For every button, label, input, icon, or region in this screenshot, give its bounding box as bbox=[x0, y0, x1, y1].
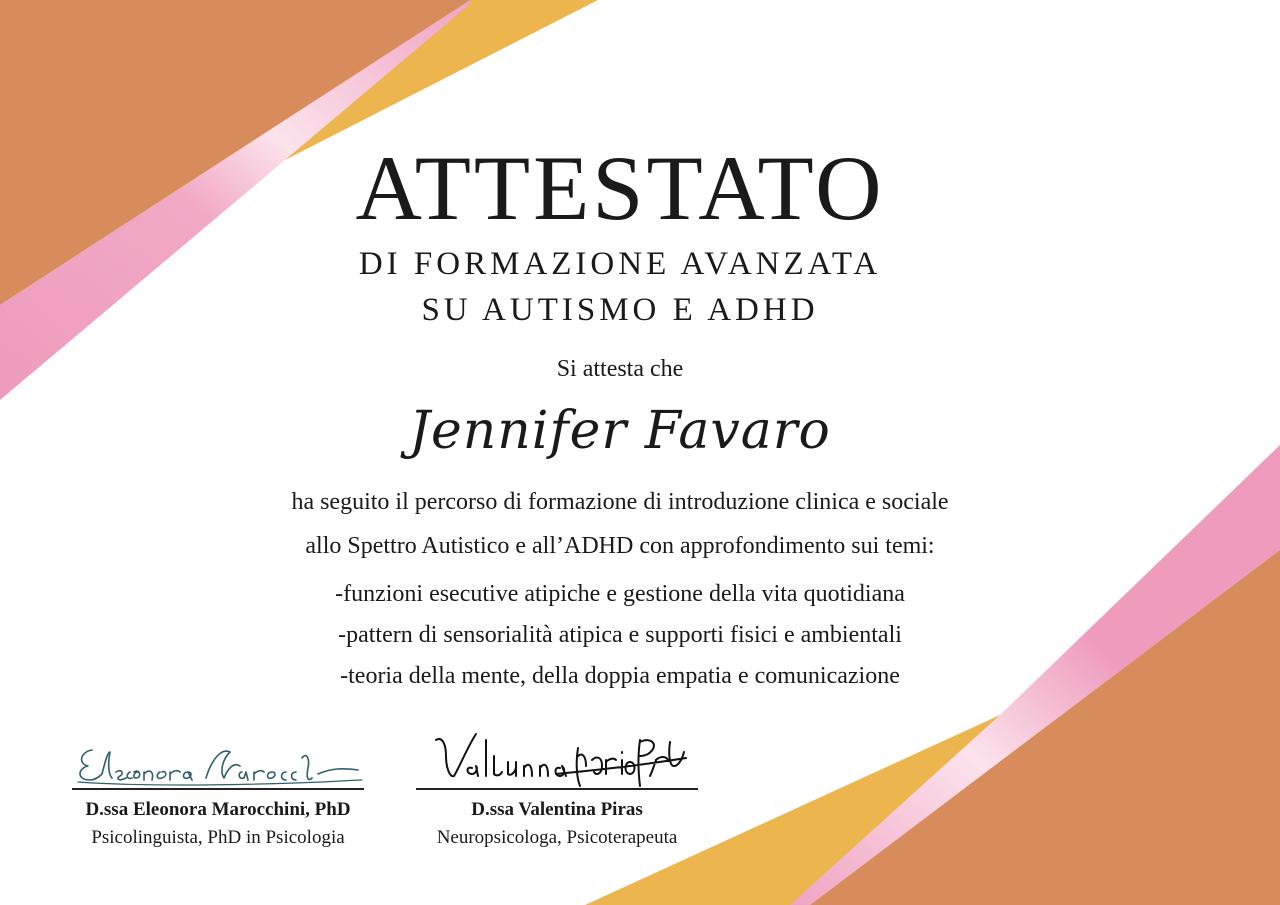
subtitle-line-1: DI FORMAZIONE AVANZATA bbox=[358, 246, 882, 282]
topic-item: -teoria della mente, della doppia empatia e comunicazione bbox=[340, 663, 900, 689]
handwritten-signature-marocchini bbox=[72, 738, 364, 788]
signatory-role: Neuropsicologa, Psicoterapeuta bbox=[436, 826, 678, 848]
handwritten-signature-piras bbox=[416, 726, 698, 788]
certificate-title: ATTESTATO bbox=[355, 137, 885, 239]
body-line-2: allo Spettro Autistico e all’ADHD con approfondimento sui temi: bbox=[305, 533, 935, 559]
body-line-1: ha seguito il percorso di formazione di introduzione clinica e sociale bbox=[291, 489, 949, 515]
signatory-name: D.ssa Eleonora Marocchini, PhD bbox=[85, 798, 351, 820]
signature-line bbox=[416, 788, 698, 790]
intro-text: Si attesta che bbox=[556, 356, 684, 382]
signature-block-piras bbox=[416, 726, 698, 850]
recipient-name: Jennifer Favaro bbox=[409, 401, 831, 461]
subtitle-line-2: SU AUTISMO E ADHD bbox=[421, 292, 819, 328]
signature-line bbox=[72, 788, 364, 790]
signature-block-marocchini bbox=[72, 738, 364, 850]
signatory-role: Psicolinguista, PhD in Psicologia bbox=[91, 826, 345, 848]
topic-item: -pattern di sensorialità atipica e supporti fisici e ambientali bbox=[338, 622, 902, 648]
signatory-name: D.ssa Valentina Piras bbox=[471, 798, 643, 820]
topic-item: -funzioni esecutive atipiche e gestione della vita quotidiana bbox=[335, 581, 905, 607]
